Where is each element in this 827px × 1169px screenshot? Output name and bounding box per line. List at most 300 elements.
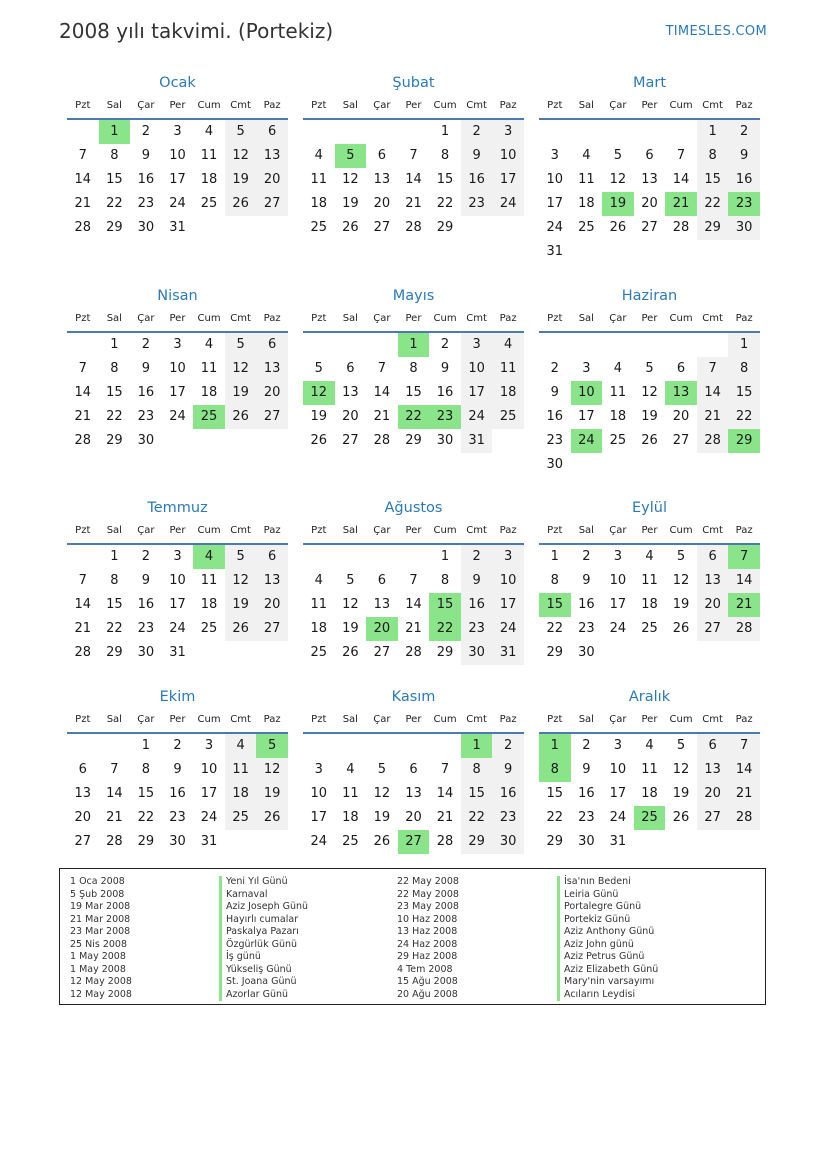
weekend-day-cell: 19: [256, 782, 288, 806]
day-cell: 11: [310, 172, 328, 187]
holiday-dates-column-1: [70, 876, 132, 1001]
day-cell: 22: [137, 810, 155, 825]
weekend-day-cell: 5: [225, 120, 257, 144]
day-cell: 3: [613, 549, 623, 564]
day-cell: 19: [373, 810, 391, 825]
weekday-label: Cmt: [466, 714, 487, 725]
empty-day-cell: [634, 120, 666, 144]
day-cell: 17: [169, 597, 186, 612]
day-cell: 14: [74, 385, 92, 400]
day-cell: 4: [314, 148, 323, 163]
weekday-label: Sal: [342, 100, 358, 111]
day-cell: 3: [613, 738, 623, 753]
day-cell: 8: [409, 361, 418, 376]
day-cell: 15: [436, 172, 454, 187]
weekend-day-cell: 13: [697, 758, 729, 782]
weekend-day-cell: 12: [225, 144, 257, 168]
weekend-day-cell: 28: [728, 617, 760, 641]
day-cell: 1: [110, 549, 119, 564]
holiday-name: İsa'nın Bedeni: [557, 876, 658, 889]
day-cell: 12: [342, 172, 359, 187]
day-cell: 18: [641, 597, 658, 612]
day-cell: 22: [436, 196, 454, 211]
day-cell: 31: [546, 244, 564, 259]
weekend-day-cell: 5: [225, 333, 257, 357]
weekend-day-cell: 10: [461, 357, 493, 381]
holiday-name: St. Joana Günü: [219, 976, 308, 989]
weekend-day-cell: 13: [256, 144, 288, 168]
day-cell: 18: [310, 621, 328, 636]
day-cell: 14: [74, 172, 92, 187]
weekend-day-cell: 15: [461, 782, 493, 806]
holiday-name: İş günü: [219, 951, 308, 964]
day-cell: 11: [609, 385, 627, 400]
holiday-name: Hayırlı cumalar: [219, 914, 308, 927]
empty-day-cell: [539, 333, 571, 357]
day-cell: 27: [342, 433, 359, 448]
weekend-day-cell: 4: [492, 333, 524, 357]
holiday-day-cell: 10: [571, 381, 603, 405]
weekend-day-cell: 12: [225, 569, 257, 593]
empty-day-cell: [602, 120, 634, 144]
day-cell: 18: [200, 385, 218, 400]
day-cell: 25: [200, 196, 218, 211]
weekend-day-cell: 2: [461, 120, 493, 144]
day-cell: 27: [672, 433, 690, 448]
weekend-day-cell: 10: [492, 144, 524, 168]
weekday-label: Cmt: [230, 525, 251, 536]
weekday-label: Paz: [263, 100, 281, 111]
holiday-day-cell: 12: [303, 381, 335, 405]
weekday-label: Per: [405, 525, 422, 536]
day-cell: 12: [609, 172, 627, 187]
weekday-label: Pzt: [547, 313, 563, 324]
weekday-label: Cum: [669, 313, 693, 324]
day-cell: 2: [173, 738, 182, 753]
day-cell: 15: [546, 786, 564, 801]
weekend-day-cell: 6: [697, 734, 729, 758]
weekend-day-cell: 5: [225, 545, 257, 569]
weekday-label: Cum: [433, 714, 457, 725]
day-cell: 30: [137, 220, 155, 235]
weekday-label: Cmt: [702, 313, 723, 324]
day-cell: 4: [645, 738, 654, 753]
empty-day-cell: [67, 734, 99, 758]
day-cell: 20: [641, 196, 658, 211]
day-cell: 7: [409, 148, 418, 163]
day-cell: 2: [582, 549, 591, 564]
day-cell: 20: [74, 810, 92, 825]
empty-day-cell: [429, 734, 461, 758]
day-cell: 29: [436, 220, 454, 235]
holiday-day-cell: 23: [728, 192, 760, 216]
weekday-label: Sal: [342, 714, 358, 725]
day-cell: 3: [173, 124, 182, 139]
weekday-label: Sal: [106, 313, 122, 324]
holiday-day-cell: 15: [539, 593, 571, 617]
day-cell: 18: [578, 196, 595, 211]
brand-logo-link[interactable]: TIMESLES.COM: [665, 24, 767, 39]
weekday-label: Çar: [609, 313, 627, 324]
empty-day-cell: [539, 120, 571, 144]
holiday-name: Yükseliş Günü: [219, 964, 308, 977]
weekday-label: Sal: [106, 714, 122, 725]
month-name: Ağustos: [384, 500, 443, 516]
day-cell: 19: [310, 409, 328, 424]
day-cell: 14: [405, 172, 422, 187]
day-cell: 18: [609, 409, 627, 424]
weekend-day-cell: 24: [461, 405, 493, 429]
day-cell: 2: [440, 337, 450, 352]
holiday-date: 12 May 2008: [70, 988, 132, 1000]
day-cell: 30: [436, 433, 454, 448]
weekday-label: Çar: [609, 714, 627, 725]
day-cell: 30: [137, 645, 155, 660]
weekend-day-cell: 20: [697, 593, 729, 617]
holiday-day-cell: 8: [539, 758, 571, 782]
day-cell: 27: [641, 220, 658, 235]
day-cell: 31: [200, 834, 218, 849]
weekend-day-cell: 9: [728, 144, 760, 168]
holiday-name: Portekiz Günü: [557, 914, 658, 927]
day-cell: 4: [204, 337, 214, 352]
day-cell: 18: [641, 786, 658, 801]
day-cell: 23: [169, 810, 186, 825]
weekday-label: Pzt: [547, 525, 563, 536]
empty-day-cell: [602, 333, 634, 357]
weekday-label: Cum: [433, 100, 457, 111]
day-grid: [539, 333, 760, 477]
day-cell: 19: [342, 196, 359, 211]
weekday-label: Per: [641, 313, 658, 324]
weekday-label: Paz: [735, 100, 753, 111]
day-cell: 9: [141, 573, 151, 588]
day-cell: 11: [200, 361, 218, 376]
weekend-day-cell: 3: [461, 333, 493, 357]
holiday-day-cell: 5: [335, 144, 367, 168]
weekday-header: [303, 708, 524, 734]
weekend-day-cell: 9: [492, 758, 524, 782]
weekend-day-cell: 24: [492, 617, 524, 641]
empty-day-cell: [67, 545, 99, 569]
weekend-day-cell: 27: [697, 617, 729, 641]
holiday-day-cell: 1: [461, 734, 493, 758]
day-cell: 9: [440, 361, 450, 376]
day-cell: 9: [550, 385, 559, 400]
day-cell: 3: [582, 361, 591, 376]
day-cell: 2: [582, 738, 591, 753]
weekday-label: Pzt: [547, 714, 563, 725]
day-cell: 5: [346, 573, 355, 588]
holiday-day-cell: 7: [728, 545, 760, 569]
weekday-label: Pzt: [311, 525, 327, 536]
day-cell: 5: [613, 148, 623, 163]
day-cell: 28: [74, 220, 92, 235]
day-cell: 7: [409, 573, 418, 588]
day-cell: 13: [74, 786, 92, 801]
empty-day-cell: [398, 120, 430, 144]
day-cell: 5: [314, 361, 323, 376]
day-cell: 16: [137, 597, 155, 612]
weekend-day-cell: 18: [492, 381, 524, 405]
day-cell: 25: [641, 621, 658, 636]
day-cell: 28: [405, 220, 422, 235]
weekday-label: Çar: [137, 313, 155, 324]
day-cell: 12: [641, 385, 658, 400]
day-cell: 16: [436, 385, 454, 400]
day-cell: 31: [169, 645, 186, 660]
weekday-label: Paz: [499, 100, 517, 111]
day-cell: 16: [578, 786, 595, 801]
holiday-name: Paskalya Pazarı: [219, 926, 308, 939]
day-cell: 7: [78, 148, 87, 163]
day-cell: 12: [672, 573, 690, 588]
month-name: Ocak: [159, 75, 196, 91]
day-cell: 20: [405, 810, 422, 825]
holiday-day-cell: 13: [665, 381, 697, 405]
day-cell: 21: [74, 621, 92, 636]
day-cell: 6: [78, 762, 87, 777]
weekend-day-cell: 21: [728, 782, 760, 806]
day-cell: 26: [342, 220, 359, 235]
weekday-label: Çar: [373, 714, 391, 725]
day-cell: 24: [609, 621, 627, 636]
month-calendar: [67, 285, 288, 453]
month-calendar: [303, 497, 524, 665]
weekday-label: Cum: [669, 714, 693, 725]
day-cell: 24: [609, 810, 627, 825]
weekday-label: Per: [169, 525, 186, 536]
day-cell: 17: [200, 786, 218, 801]
day-cell: 9: [141, 361, 151, 376]
day-cell: 26: [310, 433, 328, 448]
holiday-name: Aziz Petrus Günü: [557, 951, 658, 964]
holiday-day-cell: 22: [398, 405, 430, 429]
day-cell: 21: [373, 409, 391, 424]
day-cell: 19: [672, 597, 690, 612]
weekday-header: [539, 94, 760, 120]
empty-day-cell: [99, 734, 131, 758]
day-cell: 16: [137, 385, 155, 400]
day-cell: 31: [609, 834, 627, 849]
weekday-label: Paz: [499, 714, 517, 725]
day-cell: 29: [106, 220, 123, 235]
day-cell: 15: [405, 385, 422, 400]
weekday-label: Çar: [137, 525, 155, 536]
day-cell: 14: [74, 597, 92, 612]
day-cell: 2: [550, 361, 559, 376]
empty-day-cell: [366, 545, 398, 569]
day-cell: 23: [546, 433, 564, 448]
holiday-day-cell: 1: [99, 120, 131, 144]
holiday-name: Aziz John günü: [557, 939, 658, 952]
day-grid: [539, 120, 760, 264]
weekend-day-cell: 23: [461, 617, 493, 641]
day-cell: 26: [641, 433, 658, 448]
weekday-label: Sal: [342, 525, 358, 536]
weekend-day-cell: 8: [728, 357, 760, 381]
weekday-label: Per: [405, 313, 422, 324]
day-cell: 14: [672, 172, 690, 187]
holiday-name: Özgürlük Günü: [219, 939, 308, 952]
day-cell: 6: [377, 148, 387, 163]
weekday-label: Cum: [197, 313, 221, 324]
weekday-label: Sal: [578, 525, 594, 536]
month-calendar: [303, 72, 524, 240]
day-cell: 1: [110, 337, 119, 352]
weekend-day-cell: 28: [728, 806, 760, 830]
day-cell: 26: [373, 834, 391, 849]
weekday-label: Paz: [263, 714, 281, 725]
weekday-label: Cmt: [702, 100, 723, 111]
day-cell: 9: [173, 762, 182, 777]
day-cell: 6: [645, 148, 654, 163]
holiday-day-cell: 29: [728, 429, 760, 453]
day-cell: 8: [440, 573, 450, 588]
day-cell: 20: [373, 196, 391, 211]
weekend-day-cell: 11: [225, 758, 257, 782]
day-cell: 30: [169, 834, 186, 849]
day-cell: 1: [440, 124, 450, 139]
weekend-day-cell: 24: [492, 192, 524, 216]
day-cell: 29: [137, 834, 155, 849]
day-cell: 15: [106, 597, 123, 612]
holiday-date: 12 May 2008: [70, 976, 132, 987]
weekend-day-cell: 27: [256, 405, 288, 429]
day-cell: 21: [74, 409, 92, 424]
holiday-date: 1 Oca 2008: [70, 876, 125, 887]
weekend-day-cell: 15: [697, 168, 729, 192]
day-cell: 23: [137, 196, 155, 211]
weekend-day-cell: 23: [492, 806, 524, 830]
holiday-date: 29 Haz 2008: [397, 951, 458, 962]
weekend-day-cell: 17: [492, 168, 524, 192]
empty-day-cell: [303, 734, 335, 758]
day-cell: 25: [310, 645, 328, 660]
day-cell: 27: [74, 834, 92, 849]
weekday-header: [67, 708, 288, 734]
holiday-name: Acıların Leydisi: [557, 989, 658, 1002]
day-grid: [303, 545, 524, 665]
day-cell: 5: [645, 361, 654, 376]
weekend-day-cell: 14: [728, 569, 760, 593]
month-calendar: [539, 686, 760, 854]
weekend-day-cell: 22: [728, 405, 760, 429]
holiday-date: 24 Haz 2008: [397, 938, 458, 950]
day-cell: 5: [676, 549, 686, 564]
weekend-day-cell: 13: [697, 569, 729, 593]
weekend-day-cell: 3: [492, 120, 524, 144]
day-cell: 8: [110, 361, 119, 376]
weekend-day-cell: 9: [461, 569, 493, 593]
weekday-label: Per: [405, 100, 422, 111]
weekend-day-cell: 19: [225, 593, 257, 617]
day-cell: 10: [169, 361, 186, 376]
weekend-day-cell: 30: [492, 830, 524, 854]
day-cell: 16: [578, 597, 595, 612]
day-cell: 16: [546, 409, 564, 424]
day-cell: 7: [78, 361, 87, 376]
weekday-header: [67, 519, 288, 545]
day-cell: 8: [141, 762, 151, 777]
weekend-day-cell: 7: [728, 734, 760, 758]
weekend-day-cell: 26: [225, 405, 257, 429]
holiday-date: 22 May 2008: [397, 888, 459, 900]
weekend-day-cell: 6: [256, 120, 288, 144]
day-cell: 29: [106, 645, 123, 660]
day-cell: 24: [169, 409, 186, 424]
weekend-day-cell: 22: [461, 806, 493, 830]
day-cell: 28: [436, 834, 454, 849]
weekend-day-cell: 20: [256, 168, 288, 192]
empty-day-cell: [366, 734, 398, 758]
empty-day-cell: [303, 545, 335, 569]
weekday-header: [539, 519, 760, 545]
holiday-day-cell: 1: [539, 734, 571, 758]
empty-day-cell: [634, 333, 666, 357]
day-cell: 3: [173, 549, 182, 564]
holiday-day-cell: 25: [193, 405, 225, 429]
day-cell: 31: [169, 220, 186, 235]
day-cell: 28: [672, 220, 690, 235]
holiday-name: Portalegre Günü: [557, 901, 658, 914]
day-cell: 12: [373, 786, 391, 801]
weekday-label: Cum: [433, 525, 457, 536]
weekend-day-cell: 27: [256, 192, 288, 216]
weekday-label: Per: [169, 714, 186, 725]
weekday-label: Çar: [137, 100, 155, 111]
day-cell: 22: [106, 409, 123, 424]
day-cell: 13: [641, 172, 658, 187]
weekend-day-cell: 12: [225, 357, 257, 381]
month-calendar: [67, 72, 288, 240]
day-cell: 24: [169, 621, 186, 636]
day-grid: [67, 545, 288, 665]
day-cell: 10: [200, 762, 218, 777]
weekend-day-cell: 10: [492, 569, 524, 593]
day-grid: [539, 545, 760, 665]
weekday-label: Paz: [263, 313, 281, 324]
day-cell: 26: [609, 220, 627, 235]
day-cell: 29: [436, 645, 454, 660]
weekend-day-cell: 23: [461, 192, 493, 216]
weekday-label: Cmt: [230, 313, 251, 324]
month-name: Haziran: [621, 288, 678, 304]
day-cell: 3: [550, 148, 559, 163]
day-cell: 10: [310, 786, 328, 801]
day-cell: 15: [106, 172, 123, 187]
day-cell: 1: [550, 549, 559, 564]
day-grid: [67, 333, 288, 453]
day-grid: [67, 734, 288, 854]
day-cell: 14: [405, 597, 422, 612]
day-cell: 26: [342, 645, 359, 660]
weekend-day-cell: 4: [225, 734, 257, 758]
month-calendar: [539, 497, 760, 665]
day-cell: 10: [609, 573, 627, 588]
day-cell: 19: [641, 409, 658, 424]
weekend-day-cell: 25: [492, 405, 524, 429]
weekend-day-cell: 26: [225, 192, 257, 216]
weekday-label: Paz: [735, 714, 753, 725]
day-cell: 10: [169, 148, 186, 163]
day-cell: 17: [546, 196, 564, 211]
weekend-day-cell: 1: [728, 333, 760, 357]
day-cell: 9: [582, 762, 591, 777]
day-cell: 6: [676, 361, 686, 376]
month-name: Ekim: [159, 689, 196, 705]
holiday-day-cell: 15: [429, 593, 461, 617]
